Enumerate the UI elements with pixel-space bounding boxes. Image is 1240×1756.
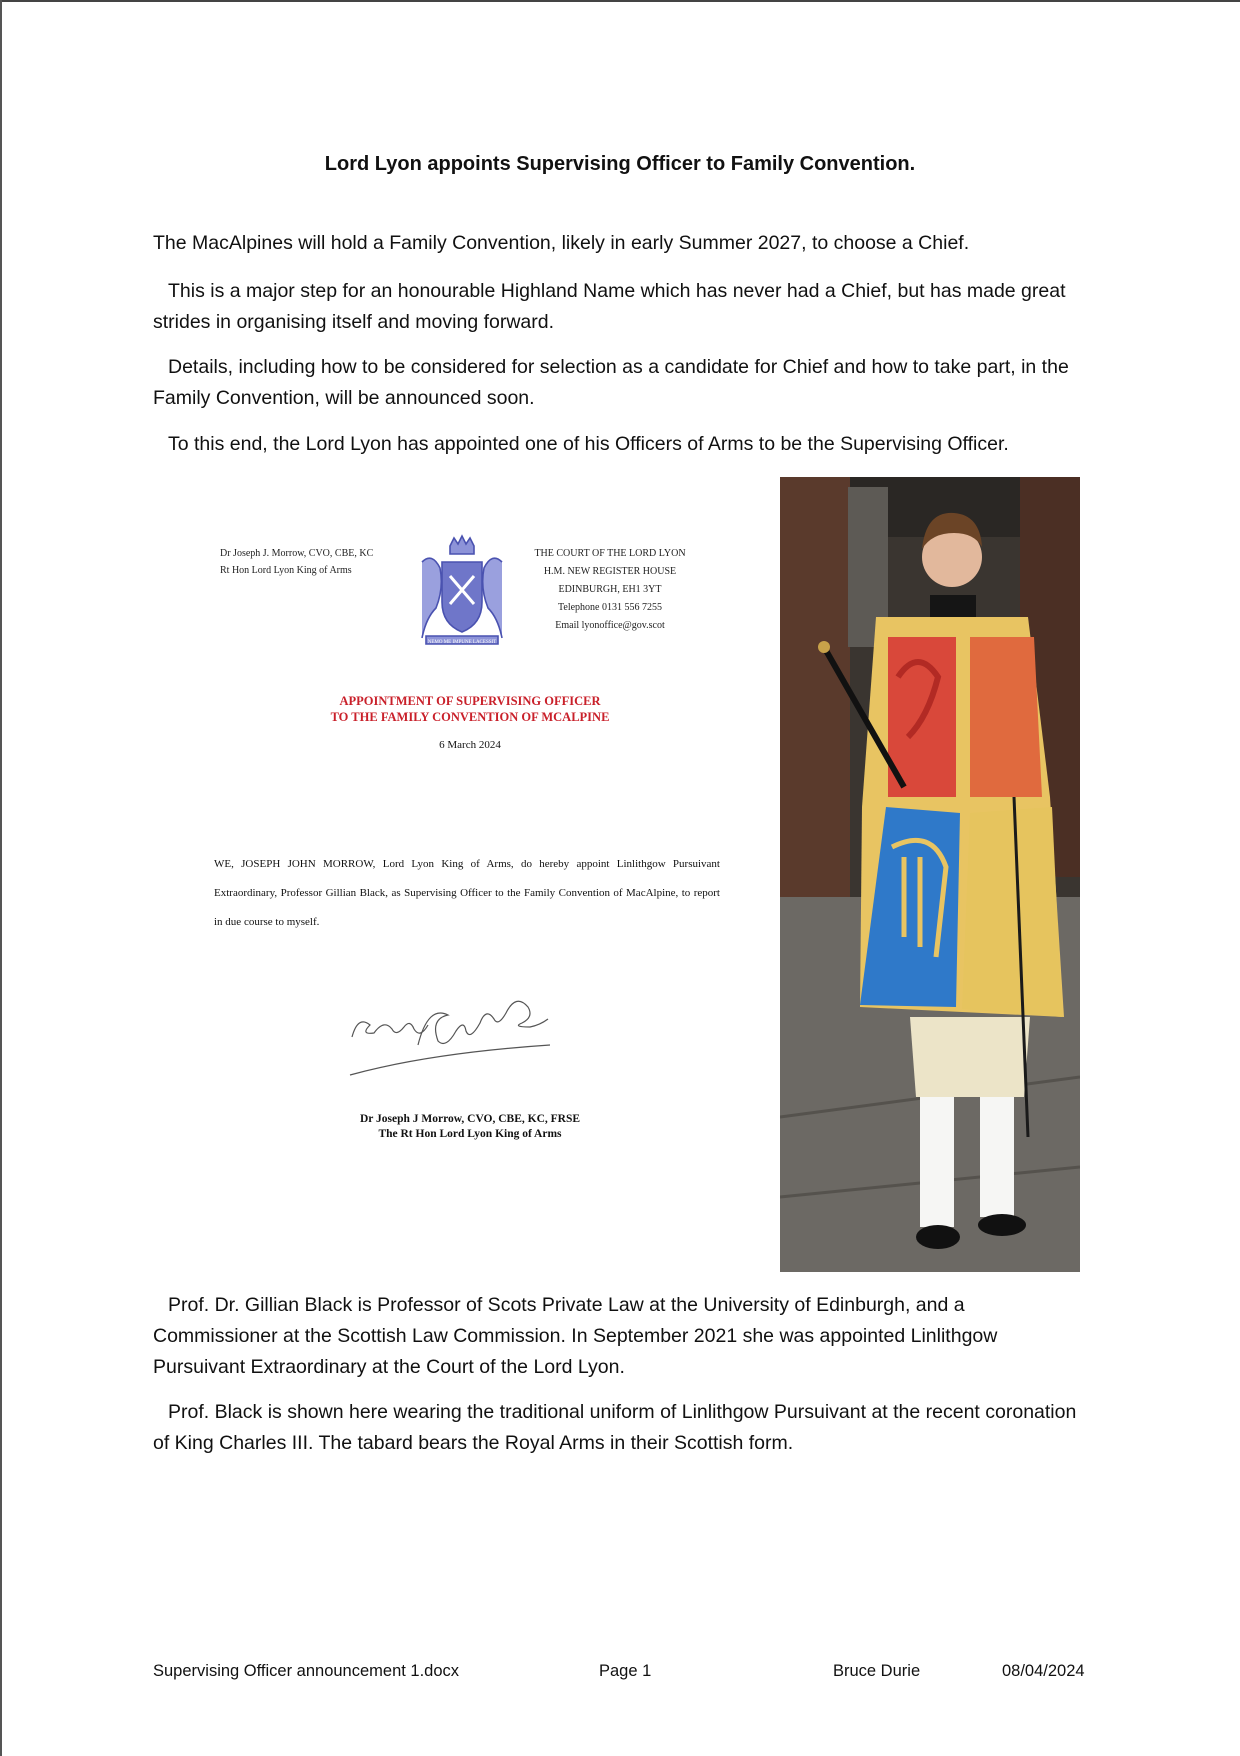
letter-sender [220,545,373,579]
signatory-title: The Rt Hon Lord Lyon King of Arms [378,1128,562,1140]
footer-date: 08/04/2024 [1002,1662,1085,1680]
appointment-letter [190,520,750,1160]
page-top-edge [0,0,1240,2]
court-address-1: H.M. NEW REGISTER HOUSE [543,566,677,577]
page-left-edge [0,0,2,1756]
paragraph-1: The MacAlpines will hold a Family Convention, likely in early Summer 2027, to choose a Chief. [153,232,970,254]
court-address-2: EDINBURGH, EH1 3YT [558,584,662,595]
lord-lyon-crest-icon [412,532,512,650]
page-title: Lord Lyon appoints Supervising Officer to Family Convention. [324,153,916,175]
signatory-name: Dr Joseph J Morrow, CVO, CBE, KC, FRSE [359,1113,581,1125]
footer-filename: Supervising Officer announcement 1.docx [153,1662,460,1680]
footer-page-number: Page 1 [599,1662,652,1680]
appointment-heading [190,693,750,725]
paragraph-2: This is a major step for an honourable Highland Name which has never had a Chief, but has made great strides in organising itself and moving forward. [153,280,1066,333]
footer-author: Bruce Durie [833,1662,921,1680]
svg-text:NEMO ME IMPUNE LACESSIT: NEMO ME IMPUNE LACESSIT [427,640,497,645]
letter-court-address [520,545,700,635]
handwritten-signature [340,975,580,1085]
paragraph-3: Details, including how to be considered for selection as a candidate for Chief and how to take part, in the Family Convention, will be announced soon. [153,356,1069,409]
appointment-heading-line-2: TO THE FAMILY CONVENTION OF MCALPINE [330,710,610,724]
sender-title: Rt Hon Lord Lyon King of Arms [220,565,352,576]
court-telephone: Telephone 0131 556 7255 [557,602,662,613]
paragraph-6: Prof. Black is shown here wearing the traditional uniform of Linlithgow Pursuivant at the recent coronation of King Charles III. The tabard bears the Royal Arms in their Scottish form. [153,1401,1077,1454]
signatory [190,1112,750,1142]
paragraph-4: To this end, the Lord Lyon has appointed one of his Officers of Arms to be the Supervising Officer. [168,433,1009,455]
court-email: Email lyonoffice@gov.scot [555,620,665,631]
paragraph-5: Prof. Dr. Gillian Black is Professor of Scots Private Law at the University of Edinburgh, and a Commissioner at the Scottish Law Commission. In September 2021 she was appointed Linlithgow Pursuivant Extraordinary at the Court of the Lord Lyon. [153,1294,998,1378]
appointment-heading-line-1: APPOINTMENT OF SUPERVISING OFFICER [339,694,601,708]
appointment-date: 6 March 2024 [439,739,501,751]
photo-linlithgow-pursuivant [780,477,1080,1272]
appointment-body: WE, JOSEPH JOHN MORROW, Lord Lyon King of Arms, do hereby appoint Linlithgow Pursuivant Extraordinary, Professor Gillian Black, as Supervising Officer to the Family Convention of MacAlpine, to report in due course to myself. [214,858,720,928]
court-name: THE COURT OF THE LORD LYON [534,548,686,559]
sender-name: Dr Joseph J. Morrow, CVO, CBE, KC [220,548,374,559]
